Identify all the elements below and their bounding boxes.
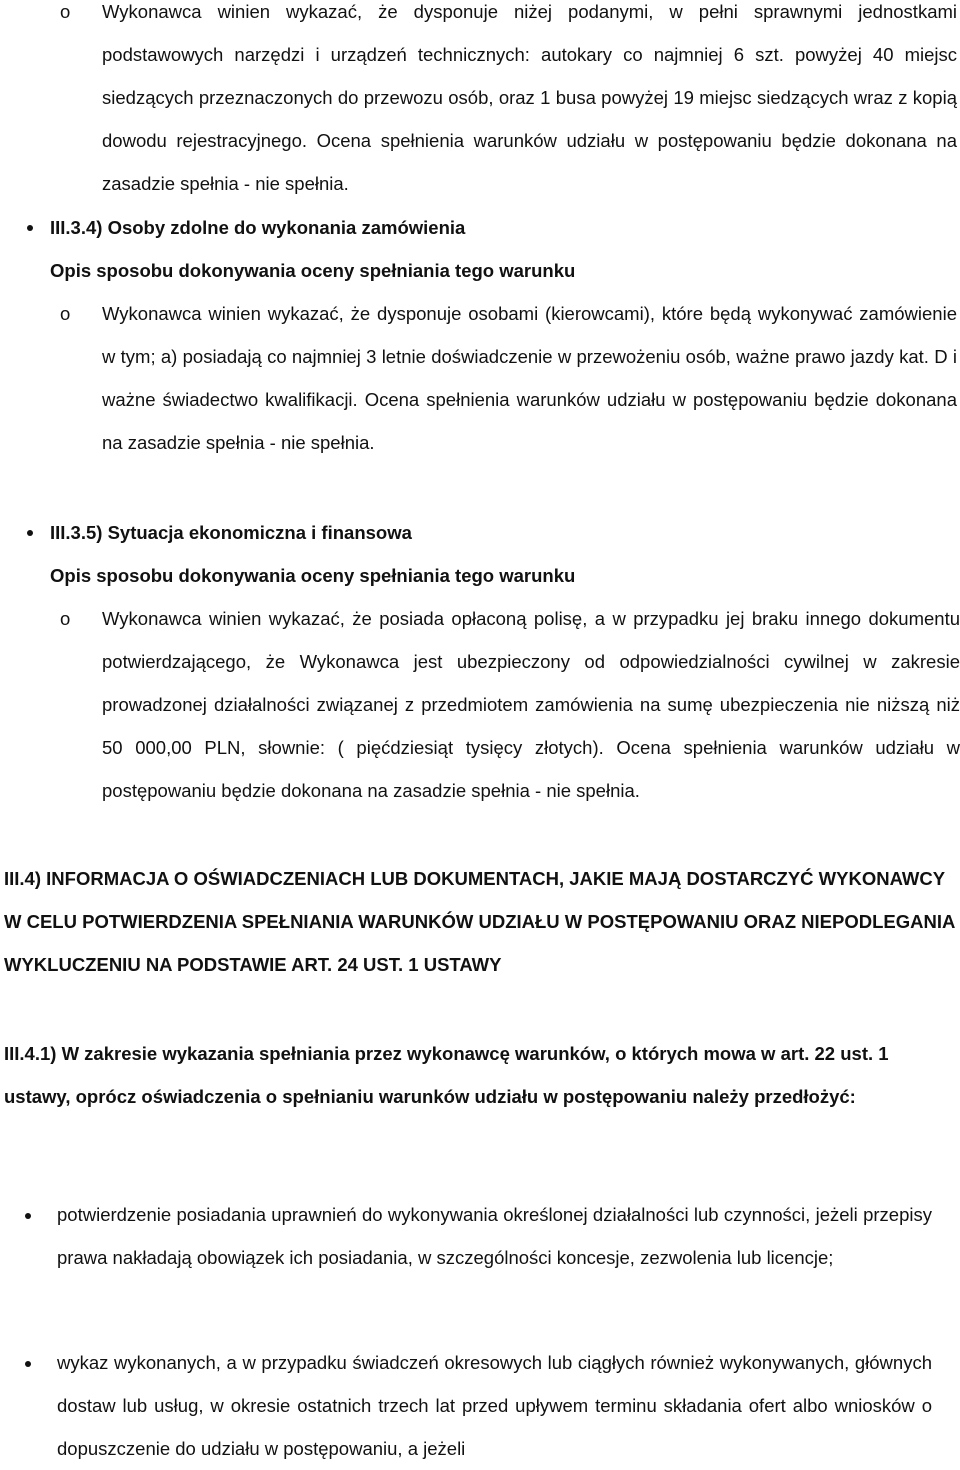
list-marker: o — [60, 1, 71, 22]
bullet-icon — [25, 1213, 31, 1219]
paragraph-vehicles: Wykonawca winien wykazać, że dysponuje niżej podanymi, w pełni sprawnymi jednostkami podstawowych narzędzi i urządzeń technicznych: autokary co najmniej 6 szt. powyżej 40 miejsc siedzących przeznaczonych do przewozu osób, oraz 1 busa powyżej 19 miejsc siedzących wraz z kopią dowodu rejestracyjnego. Ocena spełnienia warunków udziału w postępowaniu będzie dokonana na zasadzie spełnia - nie spełnia. — [102, 1, 957, 194]
section-subheading-3-4-1: III.4.1) W zakresie wykazania spełniania przez wykonawcę warunków, o których mowa w art. 22 ust. 1 ustawy, oprócz oświadczenia o spełnianiu warunków udziału w postępowaniu należy przedłożyć: — [4, 1043, 889, 1107]
paragraph-drivers: Wykonawca winien wykazać, że dysponuje osobami (kierowcami), które będą wykonywać zamówienie w tym; a) posiadają co najmniej 3 letnie doświadczenie w przewożeniu osób, ważne prawo jazdy kat. D i ważne świadectwo kwalifikacji. Ocena spełnienia warunków udziału w postępowaniu będzie dokonana na zasadzie spełnia - nie spełnia. — [102, 303, 957, 453]
bullet-icon — [25, 1361, 31, 1367]
section-heading-3-4: III.4) INFORMACJA O OŚWIADCZENIACH LUB DOKUMENTACH, JAKIE MAJĄ DOSTARCZYĆ WYKONAWCY W CELU POTWIERDZENIA SPEŁNIANIA WARUNKÓW UDZIAŁU W POSTĘPOWANIU ORAZ NIEPODLEGANIA WYKLUCZENIU NA PODSTAWIE ART. 24 UST. 1 USTAWY — [4, 868, 955, 975]
list-item-deliveries: wykaz wykonanych, a w przypadku świadczeń okresowych lub ciągłych również wykonywanych, głównych dostaw lub usług, w okresie ostatnich trzech lat przed upływem terminu składania ofert albo wniosków o dopuszczenie do udziału w postępowaniu, a jeżeli — [57, 1352, 932, 1459]
bullet-icon — [27, 225, 33, 231]
list-marker: o — [60, 303, 71, 324]
section-heading-3-3-4: III.3.4) Osoby zdolne do wykonania zamówienia — [50, 217, 466, 238]
section-heading-3-3-5: III.3.5) Sytuacja ekonomiczna i finansowa — [50, 522, 412, 543]
list-marker: o — [60, 608, 71, 629]
bullet-icon — [27, 530, 33, 536]
list-item-permits: potwierdzenie posiadania uprawnień do wykonywania określonej działalności lub czynności, jeżeli przepisy prawa nakładają obowiązek ich posiadania, w szczególności koncesje, zezwolenia lub licencje; — [57, 1204, 932, 1268]
section-subheading-3-3-4: Opis sposobu dokonywania oceny spełniania tego warunku — [50, 260, 576, 281]
paragraph-insurance: Wykonawca winien wykazać, że posiada opłaconą polisę, a w przypadku jej braku innego dokumentu potwierdzającego, że Wykonawca jest ubezpieczony od odpowiedzialności cywilnej w zakresie prowadzonej działalności związanej z przedmiotem zamówienia na sumę ubezpieczenia nie niższą niż 50 000,00 PLN, słownie: ( pięćdziesiąt tysięcy złotych). Ocena spełnienia warunków udziału w postępowaniu będzie dokonana na zasadzie spełnia - nie spełnia. — [102, 608, 960, 801]
section-subheading-3-3-5: Opis sposobu dokonywania oceny spełniania tego warunku — [50, 565, 576, 586]
